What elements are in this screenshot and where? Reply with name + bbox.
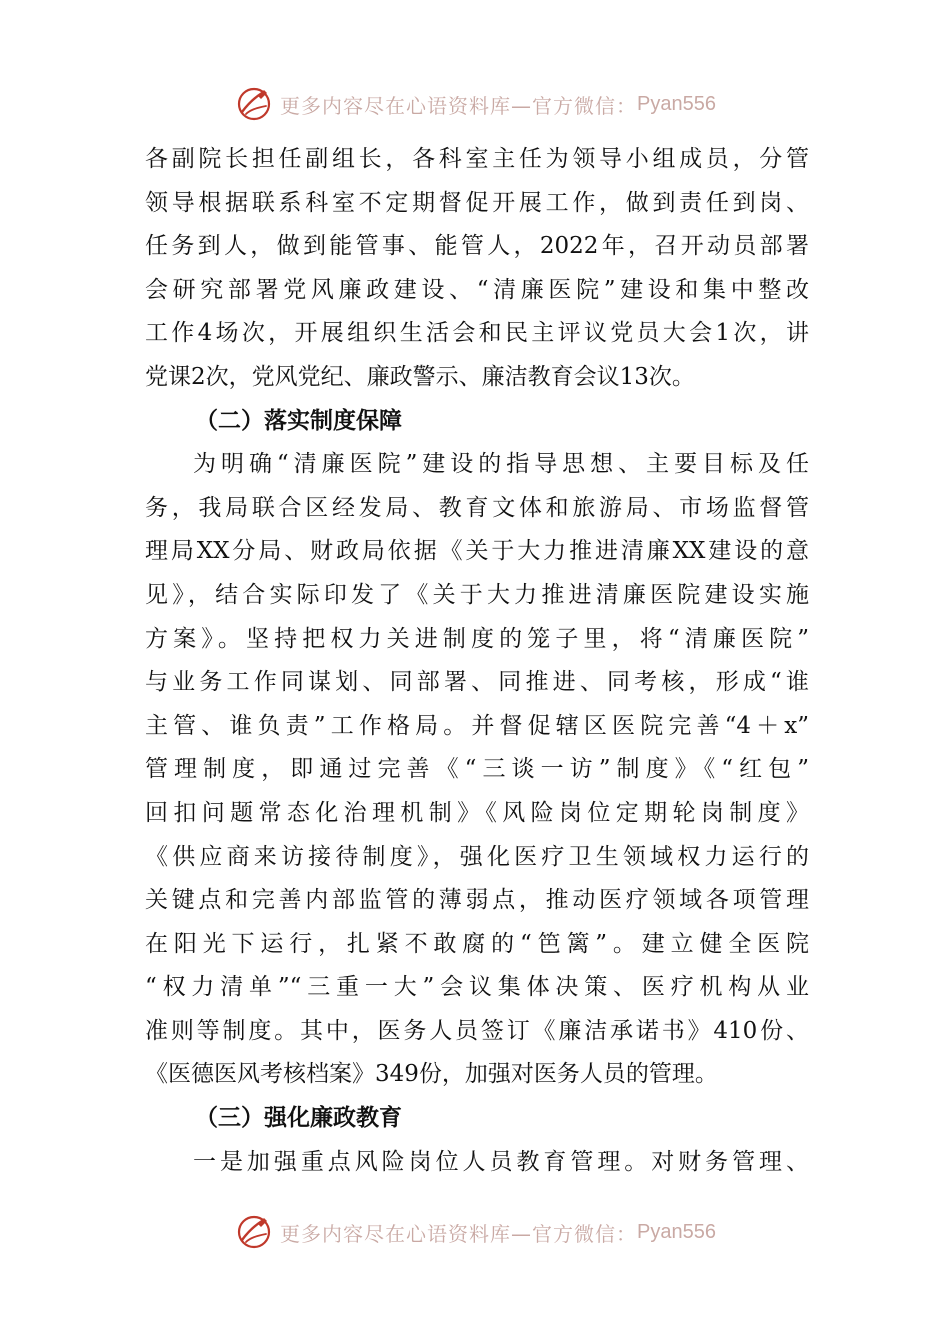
text-line: 一是加强重点风险岗位人员教育管理。对财务管理、 [193, 1148, 809, 1175]
text-line: 与业务工作同谋划、同部署、同推进、同考核，形成“谁 [145, 669, 809, 696]
text-line: 准则等制度。其中，医务人员签订《廉洁承诺书》410份、 [145, 1017, 809, 1044]
text-line: 理局XX分局、财政局依据《关于大力推进清廉XX建设的意 [145, 538, 809, 565]
signature-pen-logo-icon [234, 84, 274, 124]
text-line: 管理制度，即通过完善《“三谈一访”制度》《“红包” [145, 756, 809, 783]
watermark-text: 更多内容尽在心语资料库—官方微信： [280, 1221, 638, 1246]
paragraph-2 [145, 443, 809, 1097]
text-line: 方案》。坚持把权力关进制度的笼子里，将“清廉医院” [145, 625, 809, 652]
watermark-handle: Pyan556 [637, 1220, 716, 1243]
text-line: 为明确“清廉医院”建设的指导思想、主要目标及任 [193, 451, 809, 478]
watermark-handle: Pyan556 [637, 92, 716, 115]
text-line: 《医德医风考核档案》349份，加强对医务人员的管理。 [145, 1061, 718, 1088]
text-line: 各副院长担任副组长，各科室主任为领导小组成员，分管 [145, 146, 809, 172]
document-body [145, 138, 809, 1184]
section-heading-3: （三）强化廉政教育 [195, 1105, 402, 1132]
text-line: 务，我局联合区经发局、教育文体和旅游局、市场监督管 [145, 494, 809, 521]
text-line: “权力清单”“三重一大”会议集体决策、医疗机构从业 [145, 974, 809, 1001]
text-line: 工作4场次，开展组织生活会和民主评议党员大会1次，讲 [145, 320, 809, 347]
watermark-header [0, 82, 950, 126]
text-line: 关键点和完善内部监管的薄弱点，推动医疗领域各项管理 [145, 887, 809, 914]
text-line: 《供应商来访接待制度》，强化医疗卫生领域权力运行的 [145, 843, 809, 870]
text-line: 领导根据联系科室不定期督促开展工作，做到责任到岗、 [145, 189, 809, 216]
paragraph-3 [145, 1141, 809, 1185]
text-line: 主管、谁负责”工作格局。并督促辖区医院完善“4＋x” [145, 712, 809, 739]
paragraph-1 [145, 138, 809, 400]
signature-pen-logo-icon [234, 1212, 274, 1252]
watermark-footer [0, 1210, 950, 1254]
text-line: 党课2次，党风党纪、廉政警示、廉洁教育会议13次。 [145, 363, 695, 390]
text-line: 见》，结合实际印发了《关于大力推进清廉医院建设实施 [145, 581, 809, 608]
text-line: 会研究部署党风廉政建设、“清廉医院”建设和集中整改 [145, 276, 809, 303]
text-line: 任务到人，做到能管事、能管人，2022年，召开动员部署 [145, 233, 809, 260]
section-heading-2: （二）落实制度保障 [195, 407, 402, 434]
text-line: 在阳光下运行，扎紧不敢腐的“笆篱”。建立健全医院 [145, 930, 809, 957]
text-line: 回扣问题常态化治理机制》《风险岗位定期轮岗制度》 [145, 799, 809, 826]
watermark-text: 更多内容尽在心语资料库—官方微信： [280, 93, 638, 118]
